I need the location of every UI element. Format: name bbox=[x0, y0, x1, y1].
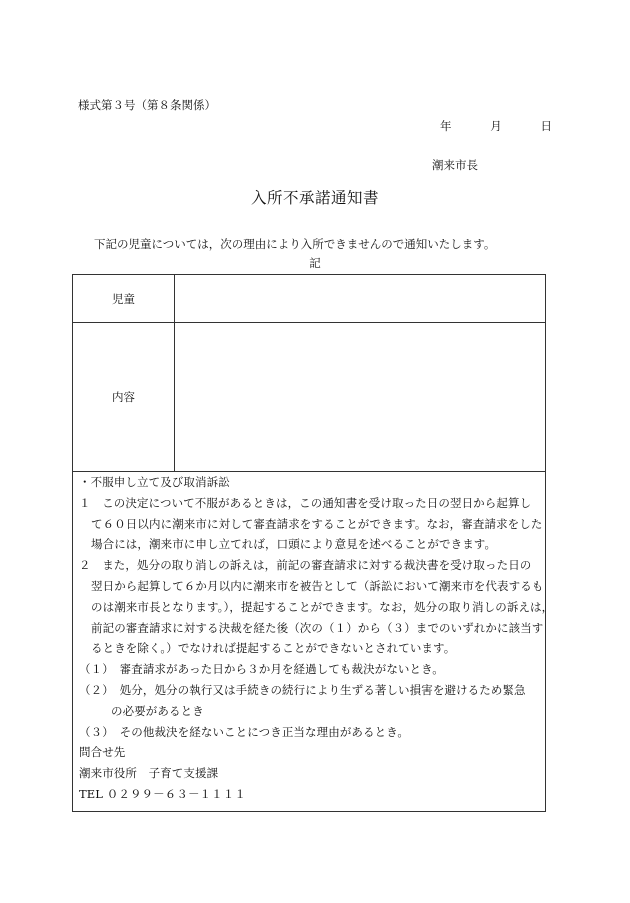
notice-line: 場合には，潮来市に申し立てれば，口頭により意見を述べることができます。 bbox=[91, 537, 497, 552]
contact-tel: TEL ０２９９－６３－１１１１ bbox=[79, 787, 246, 801]
sender-mayor: 潮来市長 bbox=[432, 158, 478, 172]
notice-heading: ・不服申し立て及び取消訴訟 bbox=[79, 475, 230, 489]
child-label: 児童 bbox=[73, 275, 175, 323]
contact-office: 潮来市役所 子育て支援課 bbox=[79, 766, 219, 781]
notice-line: １ この決定について不服があるときは，この通知書を受け取った日の翌日から起算し bbox=[79, 495, 532, 510]
notice-line: （１） 審査請求があった日から３か月を経過しても裁決がないとき。 bbox=[79, 662, 444, 677]
table-row-content bbox=[73, 323, 546, 472]
date-line bbox=[440, 118, 552, 134]
content-value-cell[interactable] bbox=[175, 323, 546, 472]
contact-heading: 問合せ先 bbox=[79, 745, 126, 760]
table-row-child bbox=[73, 275, 546, 323]
notice-line: 前記の審査請求に対する決裁を経た後（次の（１）から（３）までのいずれかに該当す bbox=[91, 620, 544, 635]
ki-label: 記 bbox=[309, 256, 321, 270]
date-year-label: 年 bbox=[440, 119, 452, 133]
notice-line: ２ また，処分の取り消しの訴えは，前記の審査請求に対する裁決書を受け取った日の bbox=[79, 558, 532, 573]
notice-line: て６０日以内に潮来市に対して審査請求をすることができます。なお，審査請求をした bbox=[91, 516, 543, 531]
date-day-label: 日 bbox=[540, 119, 552, 133]
child-value-cell[interactable] bbox=[175, 275, 546, 323]
intro-text: 下記の児童については，次の理由により入所できませんので通知いたします。 bbox=[94, 237, 496, 251]
notice-line: のは潮来市長となります。），提起することができます。なお，処分の取り消しの訴えは， bbox=[91, 599, 554, 614]
notice-line: （３） その他裁決を経ないことにつき正当な理由があるとき。 bbox=[79, 724, 409, 739]
notice-line: の必要があるとき bbox=[111, 703, 204, 718]
content-label: 内容 bbox=[73, 323, 175, 472]
appeal-notice-box bbox=[72, 471, 554, 812]
notice-line: 翌日から起算して６か月以内に潮来市を被告として（訴訟において潮来市を代表するも bbox=[91, 579, 544, 593]
form-table bbox=[72, 274, 546, 472]
notice-line: （２） 処分，処分の執行又は手続きの続行により生ずる著しい損害を避けるため緊急 bbox=[79, 683, 526, 697]
form-number: 様式第３号（第８条関係） bbox=[78, 98, 216, 112]
notice-line: るときを除く。）でなければ提起することができないとされています。 bbox=[91, 641, 456, 656]
document-title: 入所不承諾通知書 bbox=[250, 189, 379, 207]
date-month-label: 月 bbox=[490, 119, 502, 133]
